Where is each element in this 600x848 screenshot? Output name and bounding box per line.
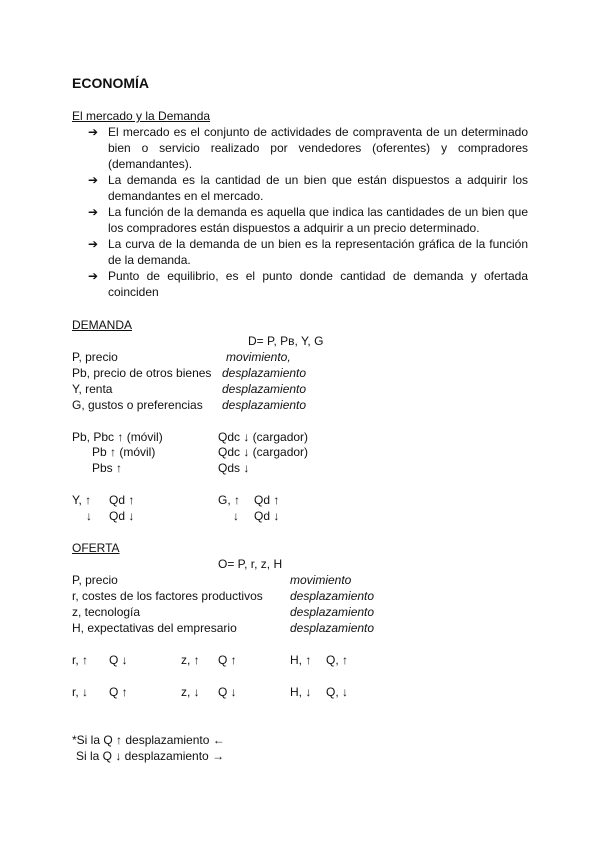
oferta-row-effect: desplazamiento [290, 605, 375, 619]
list-item [88, 204, 528, 236]
arrow-icon: ➔ [88, 125, 99, 139]
market-bullet-list [88, 124, 528, 300]
list-item [88, 268, 528, 300]
g-qd-down: Qd ↓ [254, 509, 280, 523]
pb-row-left: Pb ↑ (móvil) [92, 445, 156, 459]
oferta-row-label: P, precio [72, 573, 118, 587]
h-up: H, ↑ [290, 653, 312, 667]
qd-down: Qd ↓ [109, 509, 135, 523]
pb-row-right: Qdc ↓ (cargador) [218, 445, 309, 459]
y-down: ↓ [86, 509, 92, 523]
g-qd-up: Qd ↑ [254, 493, 280, 507]
oferta-row-effect: desplazamiento [290, 621, 375, 635]
arrow-icon: ➔ [88, 269, 99, 283]
arrow-icon: ➔ [88, 173, 99, 187]
r-up: r, ↑ [72, 653, 89, 667]
oferta-formula: O= P, r, z, H [218, 557, 283, 571]
arrow-icon: ➔ [88, 205, 99, 219]
g-up: G, ↑ [218, 493, 241, 507]
oferta-row-label: r, costes de los factores productivos [72, 589, 263, 603]
bullet-text: Punto de equilibrio, es el punto donde cantidad de demanda y ofertada coinciden [108, 269, 528, 299]
h-q: Q, ↓ [326, 685, 349, 699]
demanda-row-effect: desplazamiento [222, 366, 307, 380]
demanda-row-effect: desplazamiento [222, 382, 307, 396]
h-q: Q, ↑ [326, 653, 349, 667]
oferta-heading: OFERTA [72, 541, 120, 555]
bullet-text: La función de la demanda es aquella que indica las cantidades de un bien que los compradores están dispuestos a adquirir a un precio determinado. [108, 205, 528, 235]
demanda-heading: DEMANDA [72, 318, 133, 332]
page-title: ECONOMÍA [72, 75, 149, 91]
z-q: Q ↑ [218, 653, 237, 667]
oferta-row-effect: movimiento [290, 573, 352, 587]
z-q: Q ↓ [218, 685, 237, 699]
z-down: z, ↓ [181, 685, 200, 699]
note-line: *Si la Q ↑ desplazamiento ← [72, 733, 225, 747]
market-heading: El mercado y la Demanda [72, 109, 211, 123]
arrow-icon: ➔ [88, 237, 99, 251]
demanda-row-label: Y, renta [72, 382, 113, 396]
h-down: H, ↓ [290, 685, 312, 699]
r-down: r, ↓ [72, 685, 89, 699]
bullet-text: La curva de la demanda de un bien es la representación gráfica de la función de la demanda. [108, 237, 528, 267]
oferta-row-label: z, tecnología [72, 605, 141, 619]
g-down: ↓ [233, 509, 239, 523]
demanda-row-label: P, precio [72, 350, 118, 364]
demanda-row-effect: movimiento, [226, 350, 291, 364]
z-up: z, ↑ [181, 653, 200, 667]
pb-row-right: Qds ↓ [218, 461, 250, 475]
bullet-text: El mercado es el conjunto de actividades de compraventa de un determinado bien o servicio realizado por vendedores (oferentes) y compradores (demandantes). [108, 125, 528, 171]
list-item [88, 124, 528, 172]
demanda-formula: D= P, Pʙ, Y, G [248, 334, 324, 348]
list-item [88, 172, 528, 204]
demanda-row-effect: desplazamiento [222, 398, 307, 412]
r-q: Q ↓ [109, 653, 128, 667]
demanda-row-label: G, gustos o preferencias [72, 398, 203, 412]
bullet-text: La demanda es la cantidad de un bien que están dispuestos a adquirir los demandantes en el mercado. [108, 173, 528, 203]
qd-up: Qd ↑ [109, 493, 135, 507]
pb-row-left: Pb, Pbc ↑ (móvil) [72, 430, 163, 444]
oferta-row-label: H, expectativas del empresario [72, 621, 237, 635]
note-line: Si la Q ↓ desplazamiento → [76, 749, 225, 763]
r-q: Q ↑ [109, 685, 128, 699]
pb-row-right: Qdc ↓ (cargador) [218, 430, 309, 444]
oferta-row-effect: desplazamiento [290, 589, 375, 603]
pb-row-left: Pbs ↑ [92, 461, 123, 475]
list-item [88, 236, 528, 268]
demanda-row-label: Pb, precio de otros bienes [72, 366, 212, 380]
y-up: Y, ↑ [72, 493, 92, 507]
